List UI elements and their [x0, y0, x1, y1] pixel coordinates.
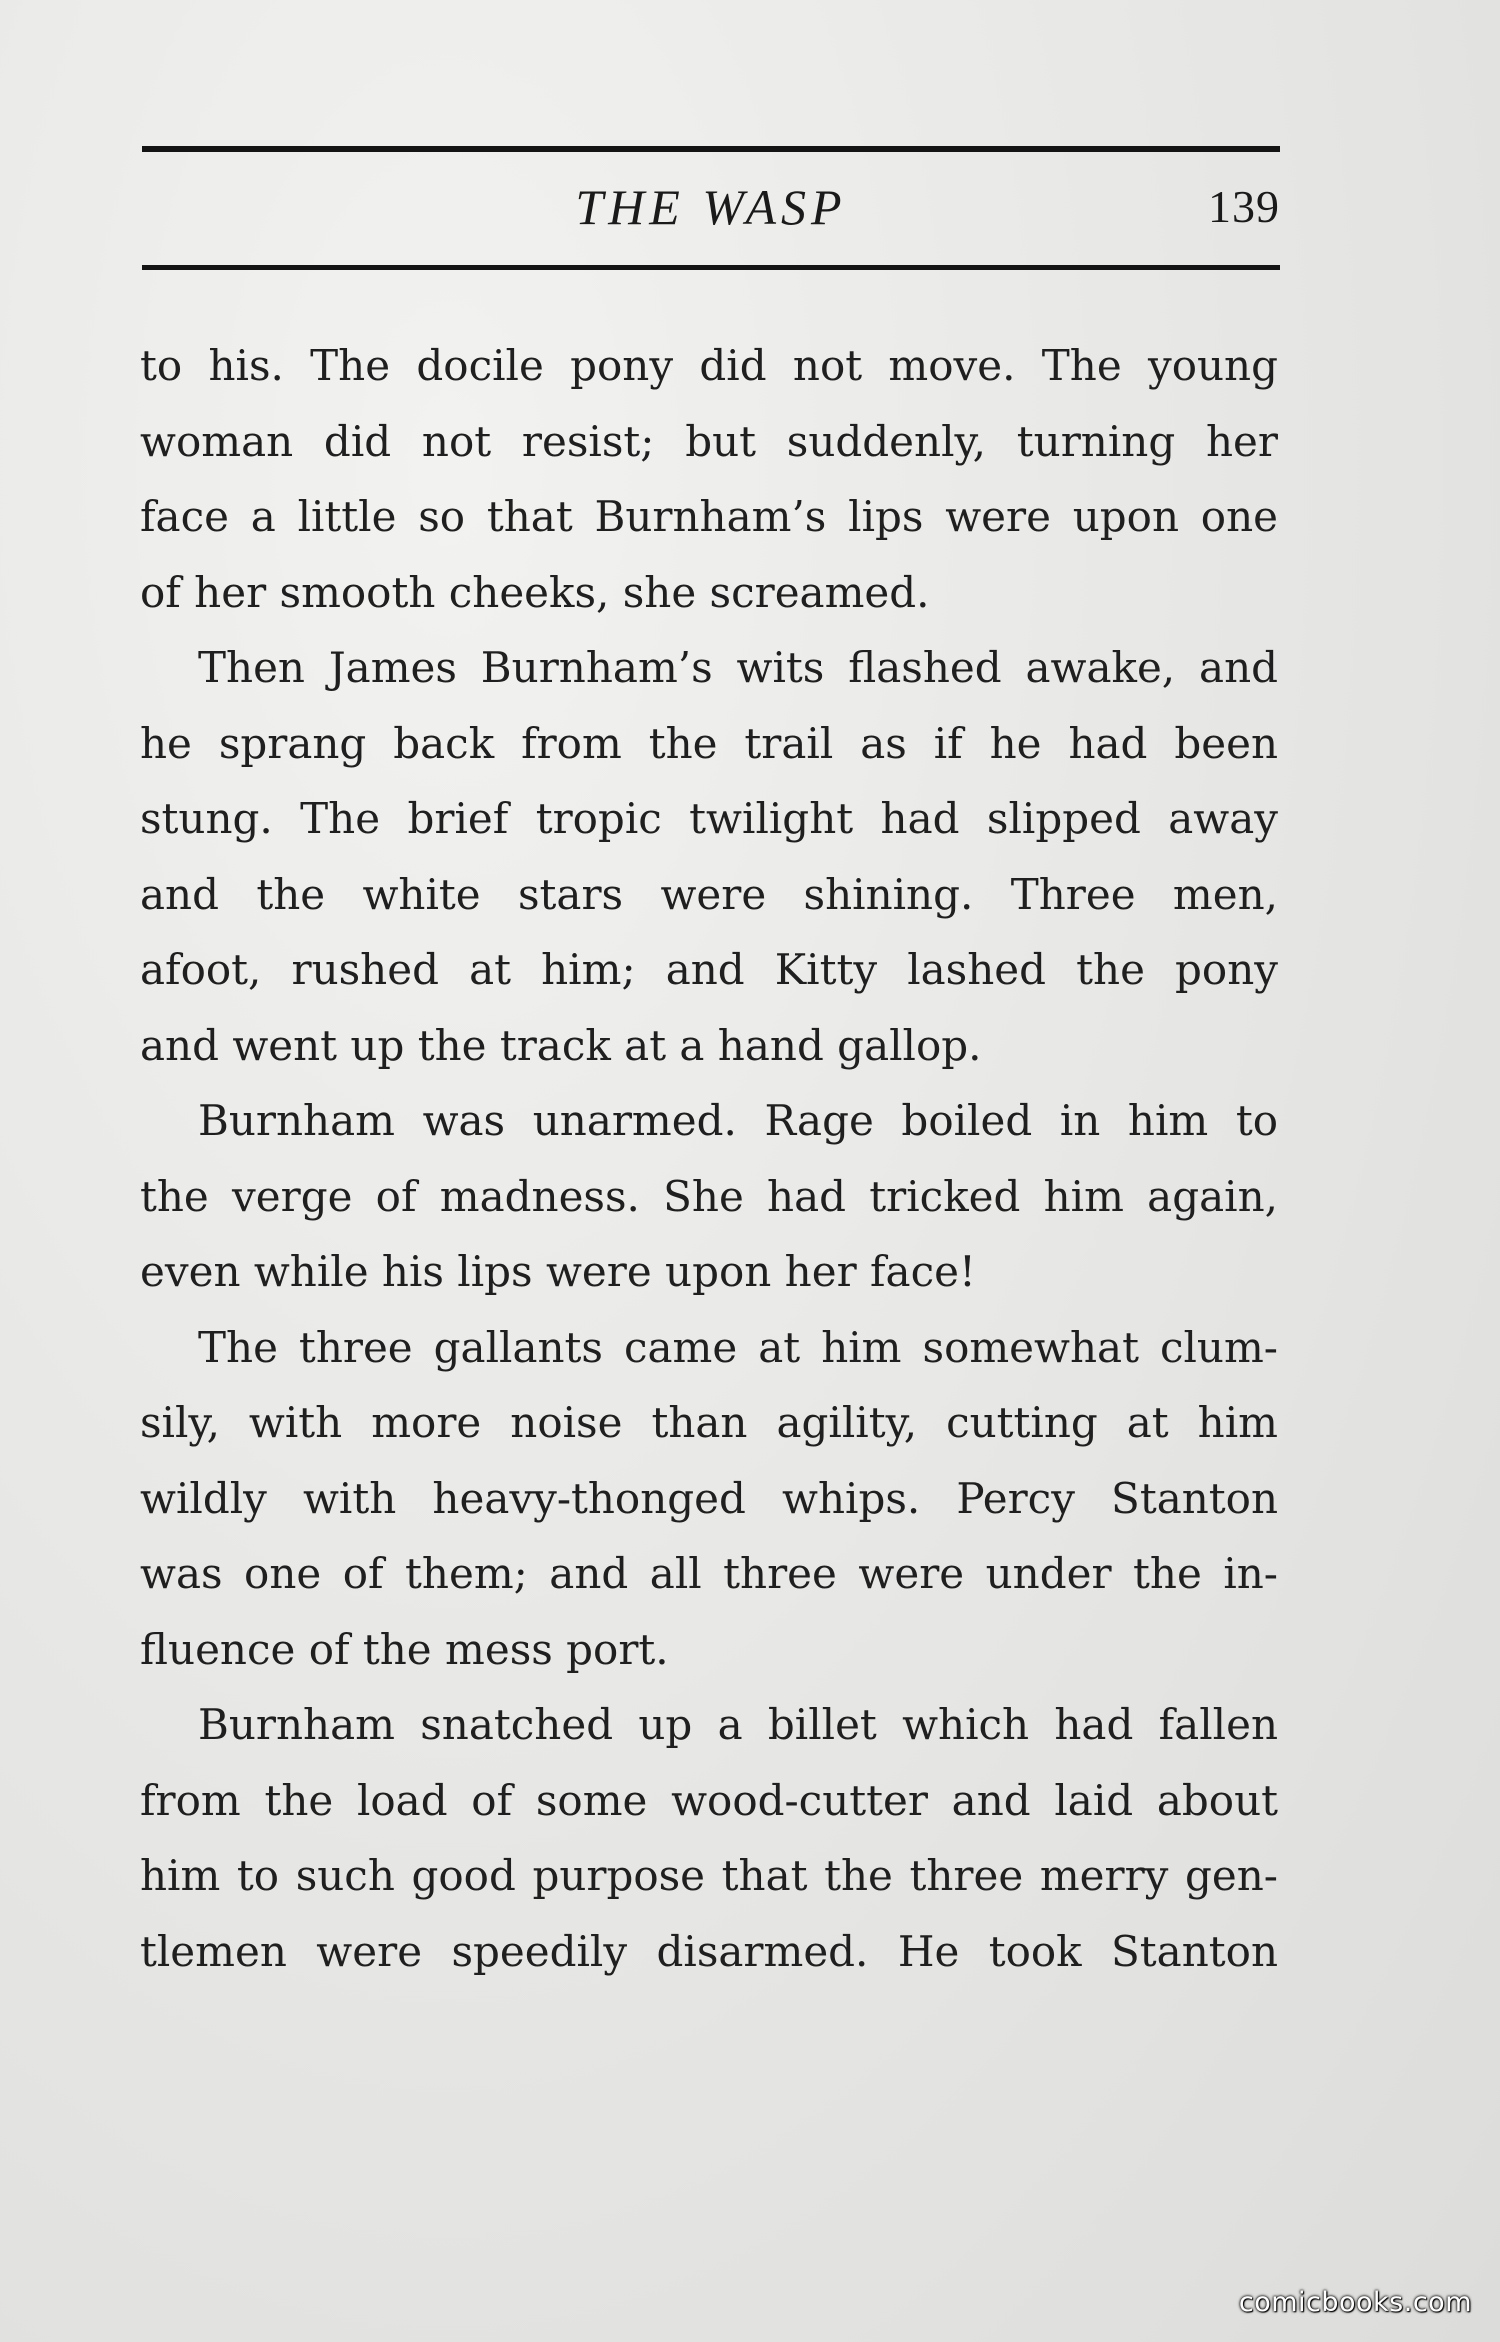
text-line: to his. The docile pony did not move. The young [140, 341, 1278, 390]
text-line: of her smooth cheeks, she screamed. [140, 567, 930, 617]
text-line: woman did not resist; but suddenly, turning her [140, 416, 1278, 466]
text-line: him to such good purpose that the three merry gen- [140, 1851, 1278, 1900]
text-line: was one of them; and all three were under the in- [140, 1549, 1278, 1598]
running-head [142, 172, 1280, 242]
body-text [140, 328, 1278, 1989]
text-line: The three gallants came at him somewhat clum- [198, 1322, 1278, 1372]
text-line: face a little so that Burnham’s lips were upon one [140, 492, 1278, 541]
running-title: THE WASP [575, 179, 847, 235]
text-line: and the white stars were shining. Three men, [140, 869, 1278, 919]
text-line: tlemen were speedily disarmed. He took Stanton [140, 1926, 1278, 1976]
text-line: from the load of some wood-cutter and laid about [140, 1775, 1278, 1825]
text-line: stung. The brief tropic twilight had slipped away [140, 794, 1278, 843]
text-line: sily, with more noise than agility, cutting at him [140, 1398, 1278, 1447]
page-number: 139 [1208, 181, 1280, 232]
text-line: wildly with heavy-thonged whips. Percy Stanton [140, 1473, 1278, 1523]
text-line: even while his lips were upon her face! [140, 1247, 976, 1296]
text-line: he sprang back from the trail as if he had been [140, 718, 1278, 768]
text-line: Burnham was unarmed. Rage boiled in him to [198, 1096, 1278, 1145]
header-bottom-rule [142, 265, 1280, 270]
text-line: Burnham snatched up a billet which had fallen [198, 1700, 1278, 1749]
text-line: fluence of the mess port. [140, 1624, 669, 1674]
watermark: comicbooks.com [1238, 2287, 1472, 2318]
text-line: Then James Burnham’s wits flashed awake, and [198, 643, 1278, 692]
header-top-rule [142, 146, 1280, 152]
text-line: the verge of madness. She had tricked him again, [140, 1171, 1278, 1221]
text-line: and went up the track at a hand gallop. [140, 1020, 982, 1070]
text-line: afoot, rushed at him; and Kitty lashed the pony [140, 945, 1278, 994]
